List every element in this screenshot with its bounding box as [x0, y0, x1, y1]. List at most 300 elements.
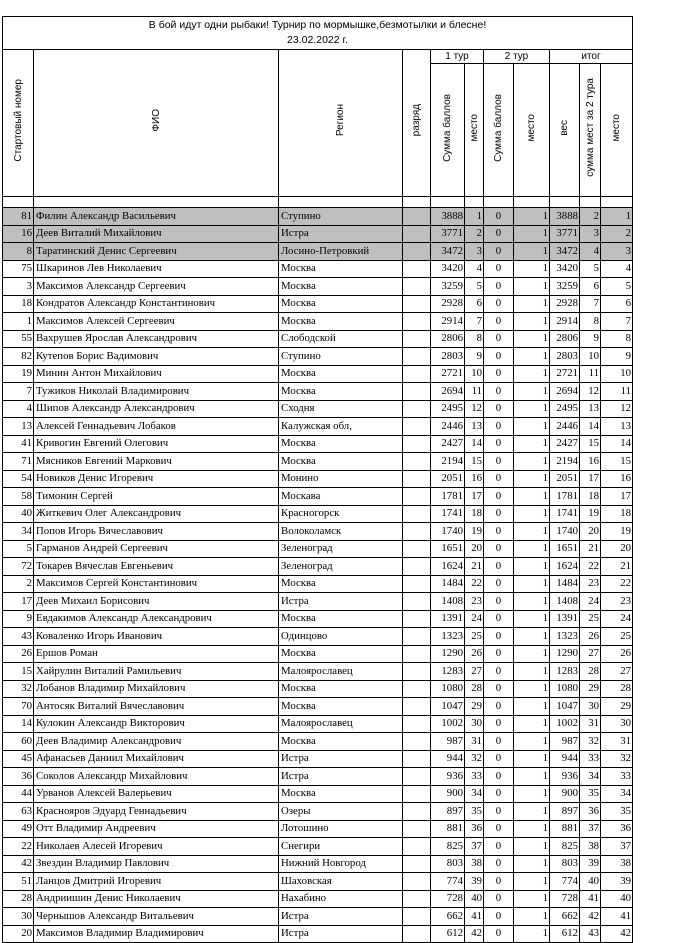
cell-start-number: 49 — [3, 820, 34, 838]
cell-weight: 1741 — [550, 505, 580, 523]
cell-tour2-place: 1 — [514, 540, 550, 558]
table-row — [3, 523, 633, 541]
cell-region: Шаховская — [279, 873, 403, 891]
cell-rank — [403, 890, 431, 908]
table-row — [3, 768, 633, 786]
cell-tour1-sum: 3259 — [431, 278, 465, 296]
cell-weight: 936 — [550, 768, 580, 786]
cell-tour1-place: 2 — [465, 225, 484, 243]
cell-region: Истра — [279, 925, 403, 943]
cell-sum-places: 25 — [580, 610, 601, 628]
cell-participant-name: Краснояров Эдуард Геннадьевич — [34, 803, 279, 821]
cell-region: Истра — [279, 593, 403, 611]
table-row — [3, 418, 633, 436]
cell-participant-name: Максимов Александр Сергеевич — [34, 278, 279, 296]
cell-start-number: 4 — [3, 400, 34, 418]
cell-region: Лотошино — [279, 820, 403, 838]
cell-tour2-sum: 0 — [484, 383, 514, 401]
cell-weight: 2051 — [550, 470, 580, 488]
table-row — [3, 785, 633, 803]
blank-cell — [550, 197, 580, 208]
cell-start-number: 22 — [3, 838, 34, 856]
table-row — [3, 715, 633, 733]
cell-sum-places: 18 — [580, 488, 601, 506]
cell-tour1-sum: 1624 — [431, 558, 465, 576]
cell-final-place: 2 — [601, 225, 633, 243]
title-line-1: В бой идут одни рыбаки! Турнир по мормышке,безмотылки и блесне! — [148, 19, 487, 31]
cell-final-place: 29 — [601, 698, 633, 716]
cell-tour2-place: 1 — [514, 925, 550, 943]
cell-tour1-place: 17 — [465, 488, 484, 506]
table-row — [3, 505, 633, 523]
cell-sum-places: 14 — [580, 418, 601, 436]
cell-sum-places: 2 — [580, 208, 601, 226]
cell-tour2-place: 1 — [514, 470, 550, 488]
cell-rank — [403, 330, 431, 348]
cell-sum-places: 12 — [580, 383, 601, 401]
cell-weight: 1624 — [550, 558, 580, 576]
cell-sum-places: 40 — [580, 873, 601, 891]
table-row — [3, 610, 633, 628]
cell-sum-places: 29 — [580, 680, 601, 698]
cell-weight: 987 — [550, 733, 580, 751]
cell-weight: 3771 — [550, 225, 580, 243]
table-row — [3, 820, 633, 838]
cell-tour1-sum: 1080 — [431, 680, 465, 698]
cell-tour2-place: 1 — [514, 435, 550, 453]
cell-tour2-sum: 0 — [484, 663, 514, 681]
cell-weight: 2495 — [550, 400, 580, 418]
cell-tour2-sum: 0 — [484, 348, 514, 366]
cell-sum-places: 15 — [580, 435, 601, 453]
blank-cell — [601, 197, 633, 208]
cell-participant-name: Евдакимов Александр Александрович — [34, 610, 279, 628]
cell-sum-places: 20 — [580, 523, 601, 541]
cell-weight: 897 — [550, 803, 580, 821]
table-row — [3, 628, 633, 646]
cell-rank — [403, 593, 431, 611]
cell-tour1-sum: 1740 — [431, 523, 465, 541]
cell-participant-name: Шипов Александр Александрович — [34, 400, 279, 418]
cell-rank — [403, 400, 431, 418]
cell-start-number: 2 — [3, 575, 34, 593]
cell-start-number: 75 — [3, 260, 34, 278]
table-row — [3, 348, 633, 366]
cell-tour2-sum: 0 — [484, 838, 514, 856]
cell-final-place: 33 — [601, 768, 633, 786]
cell-weight: 803 — [550, 855, 580, 873]
cell-tour2-place: 1 — [514, 908, 550, 926]
cell-rank — [403, 838, 431, 856]
cell-start-number: 41 — [3, 435, 34, 453]
cell-tour1-place: 33 — [465, 768, 484, 786]
cell-weight: 1283 — [550, 663, 580, 681]
cell-tour1-sum: 2914 — [431, 313, 465, 331]
cell-participant-name: Андриишин Денис Николаевич — [34, 890, 279, 908]
table-row — [3, 558, 633, 576]
cell-tour2-place: 1 — [514, 313, 550, 331]
cell-weight: 662 — [550, 908, 580, 926]
cell-participant-name: Новиков Денис Игоревич — [34, 470, 279, 488]
cell-tour2-place: 1 — [514, 400, 550, 418]
cell-start-number: 9 — [3, 610, 34, 628]
cell-tour2-sum: 0 — [484, 628, 514, 646]
cell-rank — [403, 698, 431, 716]
cell-weight: 1408 — [550, 593, 580, 611]
cell-participant-name: Тимонин Сергей — [34, 488, 279, 506]
table-row — [3, 383, 633, 401]
cell-region: Истра — [279, 225, 403, 243]
cell-tour2-place: 1 — [514, 785, 550, 803]
cell-start-number: 30 — [3, 908, 34, 926]
cell-tour2-sum: 0 — [484, 488, 514, 506]
table-row — [3, 295, 633, 313]
cell-weight: 3420 — [550, 260, 580, 278]
table-row — [3, 750, 633, 768]
cell-tour1-place: 30 — [465, 715, 484, 733]
cell-start-number: 58 — [3, 488, 34, 506]
cell-final-place: 12 — [601, 400, 633, 418]
cell-final-place: 20 — [601, 540, 633, 558]
cell-final-place: 37 — [601, 838, 633, 856]
cell-tour2-place: 1 — [514, 680, 550, 698]
header-start-no: Стартовый номер — [3, 50, 34, 197]
cell-region: Москва — [279, 453, 403, 471]
cell-sum-places: 5 — [580, 260, 601, 278]
cell-start-number: 28 — [3, 890, 34, 908]
cell-sum-places: 38 — [580, 838, 601, 856]
cell-final-place: 26 — [601, 645, 633, 663]
cell-weight: 900 — [550, 785, 580, 803]
cell-participant-name: Таратинский Денис Сергеевич — [34, 243, 279, 261]
cell-tour1-place: 36 — [465, 820, 484, 838]
cell-participant-name: Кулокин Александр Викторович — [34, 715, 279, 733]
cell-start-number: 7 — [3, 383, 34, 401]
cell-tour1-sum: 1283 — [431, 663, 465, 681]
cell-participant-name: Чернышов Александр Витальевич — [34, 908, 279, 926]
cell-start-number: 19 — [3, 365, 34, 383]
cell-tour2-sum: 0 — [484, 890, 514, 908]
cell-region: Слободской — [279, 330, 403, 348]
cell-tour2-place: 1 — [514, 873, 550, 891]
cell-tour1-place: 38 — [465, 855, 484, 873]
cell-tour2-sum: 0 — [484, 593, 514, 611]
cell-participant-name: Ланцов Дмитрий Игоревич — [34, 873, 279, 891]
cell-tour2-sum: 0 — [484, 278, 514, 296]
cell-tour2-sum: 0 — [484, 733, 514, 751]
cell-tour1-sum: 936 — [431, 768, 465, 786]
cell-final-place: 8 — [601, 330, 633, 348]
cell-tour1-place: 20 — [465, 540, 484, 558]
cell-tour2-place: 1 — [514, 523, 550, 541]
table-row — [3, 470, 633, 488]
cell-tour2-sum: 0 — [484, 768, 514, 786]
cell-rank — [403, 750, 431, 768]
cell-tour2-sum: 0 — [484, 908, 514, 926]
cell-sum-places: 4 — [580, 243, 601, 261]
cell-tour1-sum: 2803 — [431, 348, 465, 366]
cell-tour2-sum: 0 — [484, 505, 514, 523]
cell-tour1-sum: 3420 — [431, 260, 465, 278]
cell-tour1-place: 8 — [465, 330, 484, 348]
cell-tour2-sum: 0 — [484, 523, 514, 541]
cell-tour2-sum: 0 — [484, 365, 514, 383]
cell-tour1-place: 14 — [465, 435, 484, 453]
cell-tour1-sum: 774 — [431, 873, 465, 891]
cell-final-place: 24 — [601, 610, 633, 628]
cell-region: Калужская обл, — [279, 418, 403, 436]
cell-final-place: 22 — [601, 575, 633, 593]
cell-sum-places: 22 — [580, 558, 601, 576]
cell-tour2-sum: 0 — [484, 418, 514, 436]
cell-tour2-sum: 0 — [484, 313, 514, 331]
cell-tour2-sum: 0 — [484, 575, 514, 593]
table-row — [3, 488, 633, 506]
table-row — [3, 680, 633, 698]
cell-final-place: 11 — [601, 383, 633, 401]
cell-region: Истра — [279, 908, 403, 926]
cell-region: Красногорск — [279, 505, 403, 523]
cell-final-place: 18 — [601, 505, 633, 523]
cell-participant-name: Лобанов Владимир Михайлович — [34, 680, 279, 698]
cell-start-number: 55 — [3, 330, 34, 348]
blank-cell — [3, 197, 34, 208]
cell-region: Волоколамск — [279, 523, 403, 541]
cell-start-number: 20 — [3, 925, 34, 943]
cell-final-place: 34 — [601, 785, 633, 803]
header-region: Регион — [279, 50, 403, 197]
cell-participant-name: Попов Игорь Вячеславович — [34, 523, 279, 541]
cell-final-place: 1 — [601, 208, 633, 226]
table-row — [3, 313, 633, 331]
cell-rank — [403, 313, 431, 331]
cell-participant-name: Гарманов Андрей Сергеевич — [34, 540, 279, 558]
cell-weight: 3259 — [550, 278, 580, 296]
blank-cell — [580, 197, 601, 208]
cell-tour1-sum: 612 — [431, 925, 465, 943]
cell-region: Монино — [279, 470, 403, 488]
cell-tour1-sum: 900 — [431, 785, 465, 803]
cell-sum-places: 11 — [580, 365, 601, 383]
cell-rank — [403, 803, 431, 821]
cell-weight: 1002 — [550, 715, 580, 733]
cell-participant-name: Ершов Роман — [34, 645, 279, 663]
cell-region: Зеленоград — [279, 540, 403, 558]
cell-weight: 1391 — [550, 610, 580, 628]
cell-tour2-place: 1 — [514, 295, 550, 313]
cell-tour1-place: 31 — [465, 733, 484, 751]
cell-rank — [403, 260, 431, 278]
cell-weight: 1740 — [550, 523, 580, 541]
cell-sum-places: 34 — [580, 768, 601, 786]
cell-weight: 944 — [550, 750, 580, 768]
cell-tour1-place: 22 — [465, 575, 484, 593]
cell-start-number: 14 — [3, 715, 34, 733]
header-total: итог — [550, 50, 633, 64]
cell-participant-name: Деев Михаил Борисович — [34, 593, 279, 611]
cell-start-number: 17 — [3, 593, 34, 611]
cell-participant-name: Мясников Евгений Маркович — [34, 453, 279, 471]
blank-cell — [514, 197, 550, 208]
cell-weight: 1047 — [550, 698, 580, 716]
cell-tour2-place: 1 — [514, 383, 550, 401]
cell-rank — [403, 383, 431, 401]
cell-region: Москва — [279, 645, 403, 663]
cell-region: Ступино — [279, 208, 403, 226]
cell-start-number: 70 — [3, 698, 34, 716]
cell-tour2-sum: 0 — [484, 260, 514, 278]
cell-participant-name: Токарев Вячеслав Евгеньевич — [34, 558, 279, 576]
cell-start-number: 60 — [3, 733, 34, 751]
table-row — [3, 400, 633, 418]
cell-participant-name: Афанасьев Даниил Михайлович — [34, 750, 279, 768]
cell-sum-places: 9 — [580, 330, 601, 348]
cell-tour1-place: 42 — [465, 925, 484, 943]
cell-sum-places: 13 — [580, 400, 601, 418]
cell-final-place: 3 — [601, 243, 633, 261]
cell-start-number: 26 — [3, 645, 34, 663]
cell-tour1-sum: 944 — [431, 750, 465, 768]
cell-start-number: 34 — [3, 523, 34, 541]
cell-sum-places: 24 — [580, 593, 601, 611]
cell-final-place: 25 — [601, 628, 633, 646]
cell-tour2-place: 1 — [514, 453, 550, 471]
cell-region: Москва — [279, 698, 403, 716]
cell-weight: 3472 — [550, 243, 580, 261]
table-row — [3, 925, 633, 943]
cell-rank — [403, 225, 431, 243]
header-tour-2: 2 тур — [484, 50, 550, 64]
cell-rank — [403, 295, 431, 313]
cell-participant-name: Николаев Алесей Игоревич — [34, 838, 279, 856]
table-row — [3, 838, 633, 856]
cell-weight: 612 — [550, 925, 580, 943]
cell-final-place: 5 — [601, 278, 633, 296]
header-tour-1: 1 тур — [431, 50, 484, 64]
cell-region: Снегири — [279, 838, 403, 856]
cell-tour2-place: 1 — [514, 575, 550, 593]
cell-final-place: 42 — [601, 925, 633, 943]
cell-tour2-sum: 0 — [484, 470, 514, 488]
table-row — [3, 453, 633, 471]
cell-tour1-sum: 803 — [431, 855, 465, 873]
cell-rank — [403, 733, 431, 751]
cell-start-number: 5 — [3, 540, 34, 558]
cell-tour2-place: 1 — [514, 628, 550, 646]
cell-tour2-place: 1 — [514, 558, 550, 576]
cell-sum-places: 8 — [580, 313, 601, 331]
cell-region: Истра — [279, 768, 403, 786]
cell-participant-name: Кондратов Александр Константинович — [34, 295, 279, 313]
cell-tour1-place: 26 — [465, 645, 484, 663]
cell-tour2-sum: 0 — [484, 540, 514, 558]
cell-start-number: 36 — [3, 768, 34, 786]
blank-cell — [431, 197, 465, 208]
cell-sum-places: 7 — [580, 295, 601, 313]
table-row — [3, 890, 633, 908]
cell-tour1-sum: 2694 — [431, 383, 465, 401]
cell-region: Москва — [279, 295, 403, 313]
cell-tour1-place: 3 — [465, 243, 484, 261]
cell-weight: 1651 — [550, 540, 580, 558]
cell-final-place: 40 — [601, 890, 633, 908]
cell-tour1-sum: 2446 — [431, 418, 465, 436]
cell-start-number: 71 — [3, 453, 34, 471]
cell-rank — [403, 278, 431, 296]
cell-tour1-sum: 3472 — [431, 243, 465, 261]
cell-final-place: 15 — [601, 453, 633, 471]
cell-rank — [403, 540, 431, 558]
cell-region: Москва — [279, 278, 403, 296]
cell-region: Москва — [279, 260, 403, 278]
cell-start-number: 1 — [3, 313, 34, 331]
cell-rank — [403, 645, 431, 663]
table-row — [3, 540, 633, 558]
cell-start-number: 72 — [3, 558, 34, 576]
table-row — [3, 803, 633, 821]
cell-tour2-place: 1 — [514, 208, 550, 226]
cell-final-place: 21 — [601, 558, 633, 576]
cell-participant-name: Максимов Владимир Владимирович — [34, 925, 279, 943]
cell-region: Москва — [279, 435, 403, 453]
cell-tour2-sum: 0 — [484, 750, 514, 768]
cell-final-place: 30 — [601, 715, 633, 733]
cell-region: Озеры — [279, 803, 403, 821]
cell-tour2-place: 1 — [514, 348, 550, 366]
cell-tour2-place: 1 — [514, 418, 550, 436]
cell-final-place: 36 — [601, 820, 633, 838]
cell-sum-places: 37 — [580, 820, 601, 838]
cell-weight: 2914 — [550, 313, 580, 331]
cell-participant-name: Кривогин Евгений Олегович — [34, 435, 279, 453]
cell-start-number: 44 — [3, 785, 34, 803]
cell-tour2-place: 1 — [514, 645, 550, 663]
cell-participant-name: Отт Владимир Андреевич — [34, 820, 279, 838]
cell-tour1-place: 25 — [465, 628, 484, 646]
cell-tour1-place: 40 — [465, 890, 484, 908]
cell-tour1-place: 19 — [465, 523, 484, 541]
cell-rank — [403, 435, 431, 453]
cell-weight: 2806 — [550, 330, 580, 348]
cell-rank — [403, 453, 431, 471]
cell-tour1-place: 28 — [465, 680, 484, 698]
header-place: место — [601, 64, 633, 197]
cell-start-number: 43 — [3, 628, 34, 646]
cell-tour2-place: 1 — [514, 803, 550, 821]
cell-start-number: 45 — [3, 750, 34, 768]
cell-tour1-place: 32 — [465, 750, 484, 768]
cell-region: Москва — [279, 680, 403, 698]
cell-start-number: 16 — [3, 225, 34, 243]
cell-region: Москва — [279, 575, 403, 593]
cell-weight: 1323 — [550, 628, 580, 646]
cell-rank — [403, 418, 431, 436]
cell-tour1-sum: 825 — [431, 838, 465, 856]
cell-tour1-sum: 2928 — [431, 295, 465, 313]
cell-sum-places: 35 — [580, 785, 601, 803]
cell-start-number: 3 — [3, 278, 34, 296]
cell-tour2-place: 1 — [514, 593, 550, 611]
cell-start-number: 18 — [3, 295, 34, 313]
cell-tour1-sum: 1781 — [431, 488, 465, 506]
cell-weight: 1781 — [550, 488, 580, 506]
cell-tour1-sum: 897 — [431, 803, 465, 821]
cell-weight: 3888 — [550, 208, 580, 226]
cell-weight: 2928 — [550, 295, 580, 313]
table-row — [3, 908, 633, 926]
cell-rank — [403, 365, 431, 383]
table-row — [3, 593, 633, 611]
